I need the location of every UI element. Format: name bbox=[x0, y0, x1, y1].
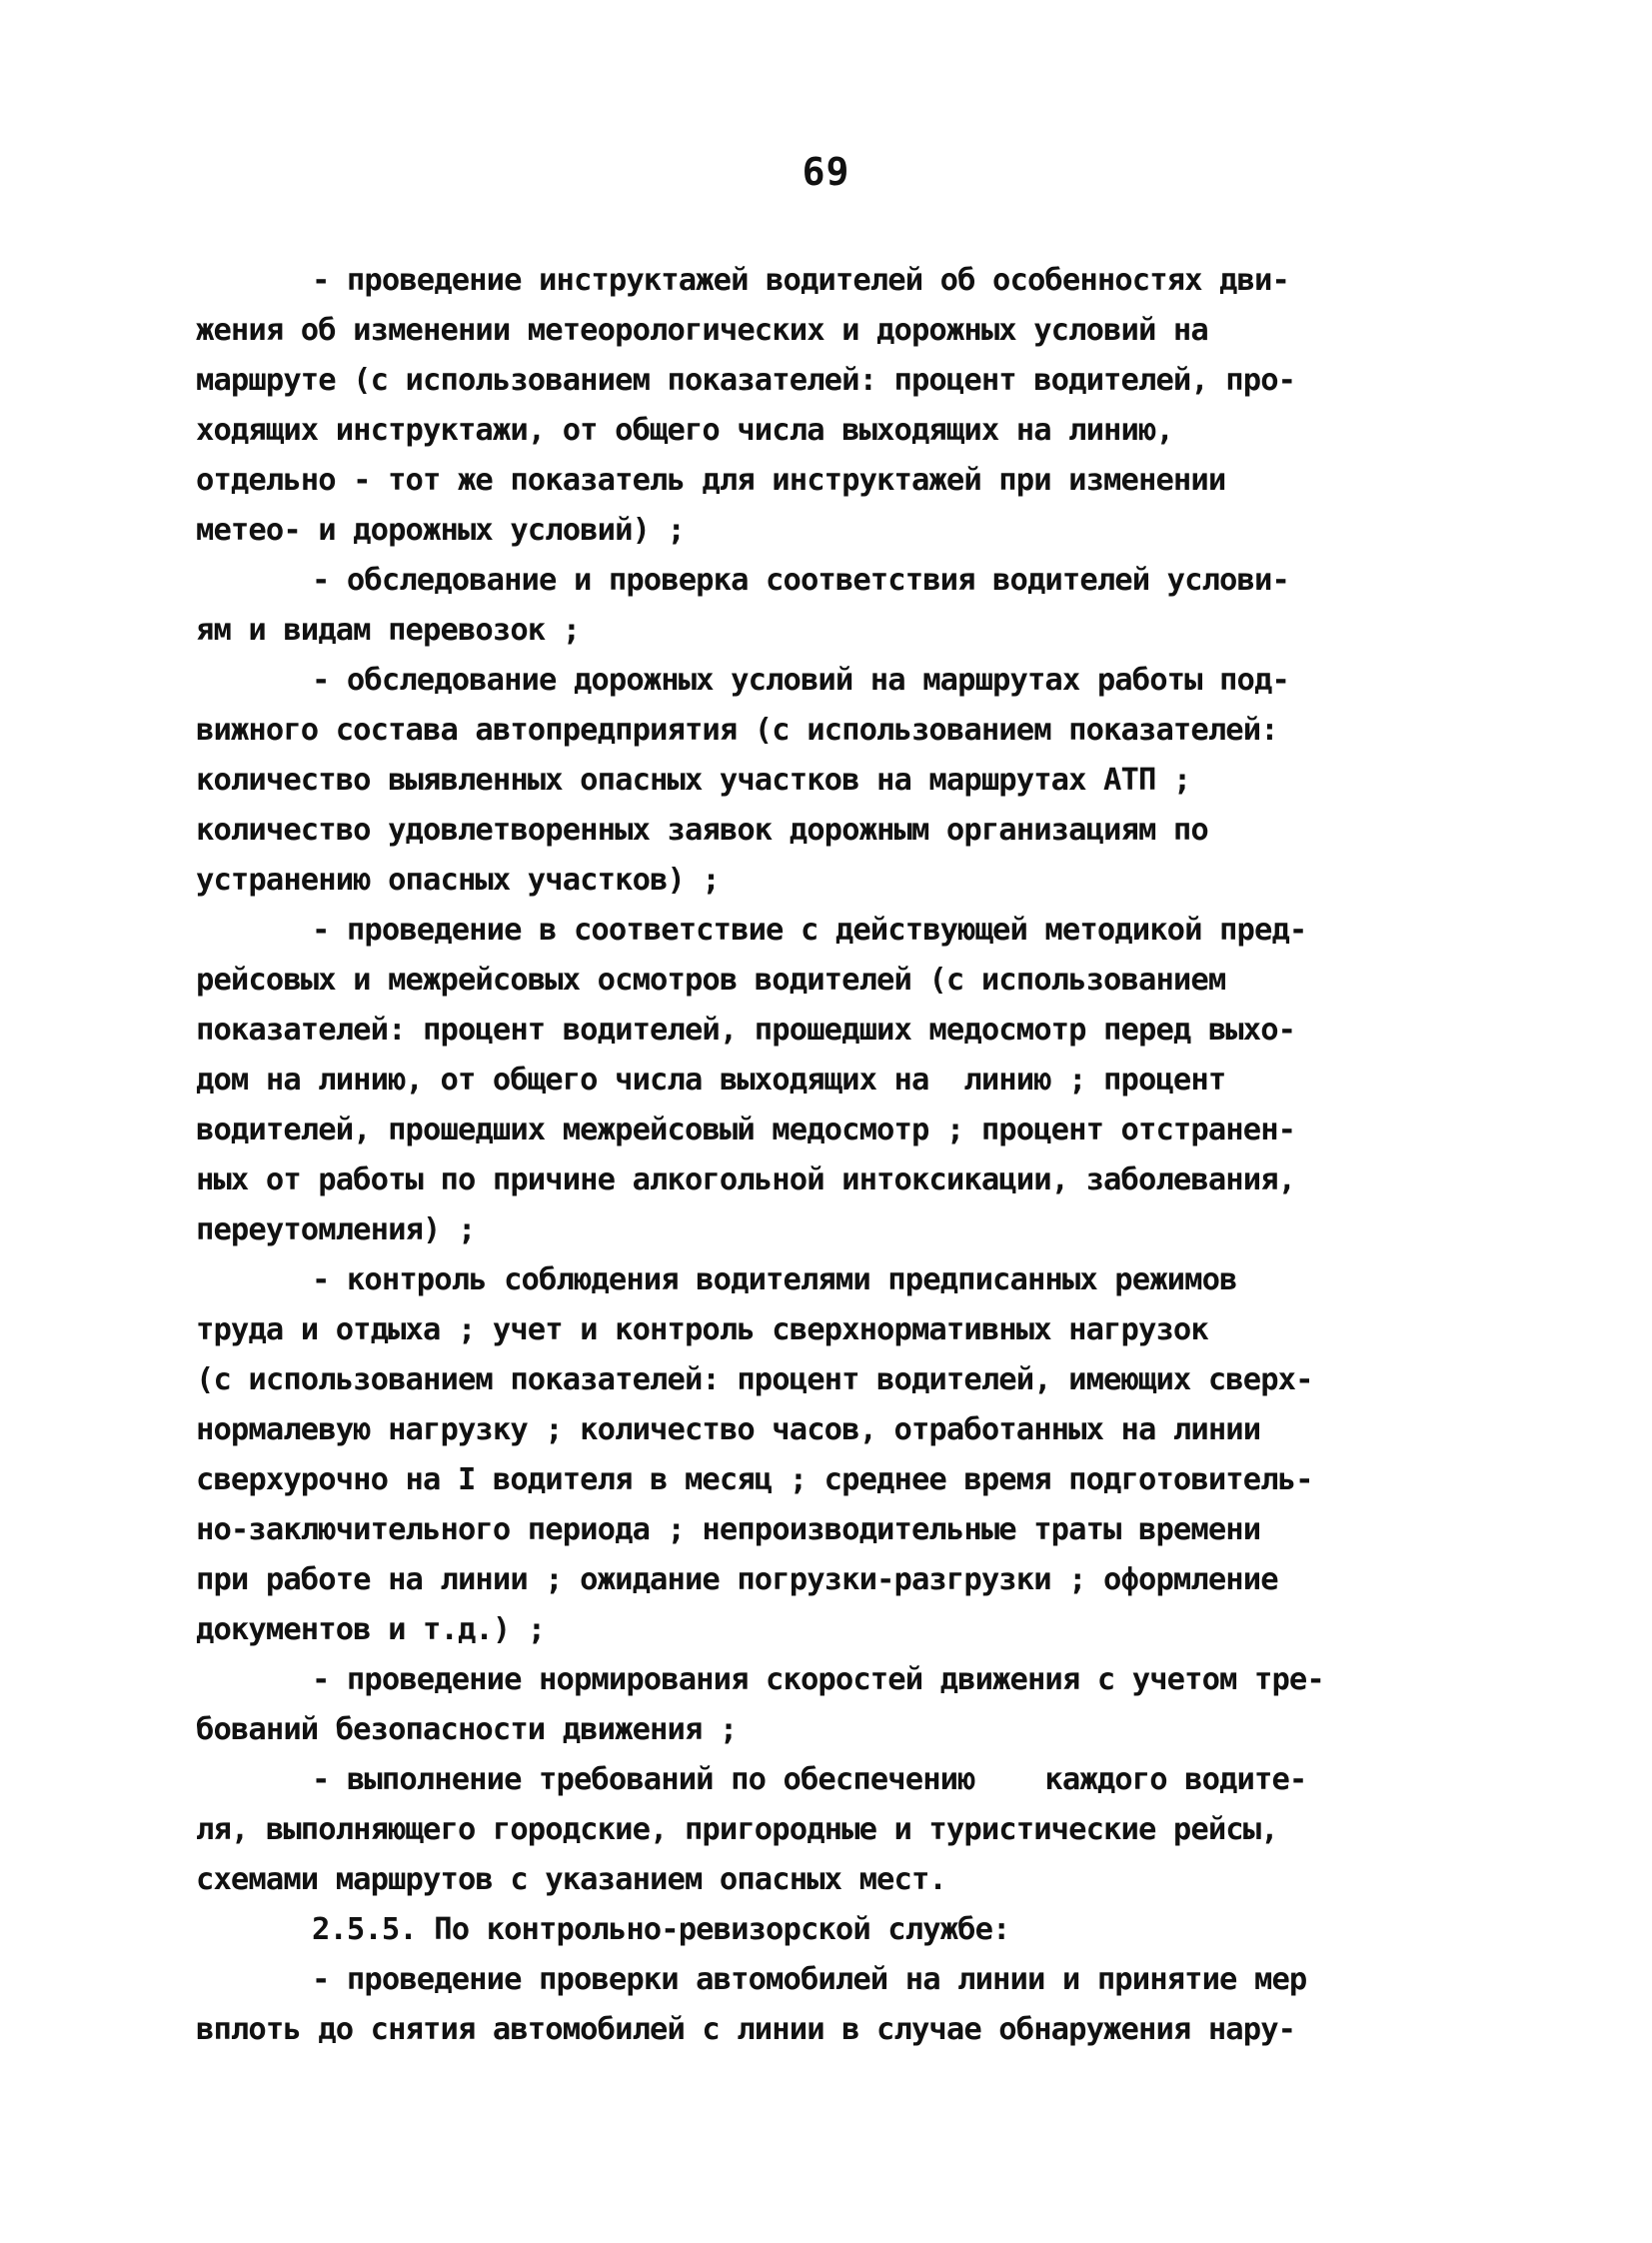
text-line: - выполнение требований по обеспечению каждого водите- bbox=[312, 1762, 1307, 1797]
text-line: ям и видам перевозок ; bbox=[196, 613, 581, 648]
text-line: маршруте (с использованием показателей: процент водителей, про- bbox=[196, 363, 1296, 398]
text-line: вижного состава автопредприятия (с использованием показателей: bbox=[196, 713, 1278, 748]
text-line: переутомления) ; bbox=[196, 1212, 476, 1247]
text-line: - контроль соблюдения водителями предписанных режимов bbox=[312, 1262, 1237, 1297]
text-line: дом на линию, от общего числа выходящих на линию ; процент bbox=[196, 1063, 1226, 1098]
text-line: нормалевую нагрузку ; количество часов, отработанных на линии bbox=[196, 1412, 1261, 1447]
text-line: документов и т.д.) ; bbox=[196, 1612, 546, 1647]
text-line: - проведение инструктажей водителей об особенностях дви- bbox=[312, 263, 1289, 298]
text-line: рейсовых и межрейсовых осмотров водителей (с использованием bbox=[196, 963, 1226, 998]
text-line: количество выявленных опасных участков на маршрутах АТП ; bbox=[196, 763, 1191, 798]
text-line: ных от работы по причине алкогольной интоксикации, заболевания, bbox=[196, 1162, 1296, 1197]
text-line: схемами маршрутов с указанием опасных мест. bbox=[196, 1862, 946, 1897]
text-line: - проведение проверки автомобилей на линии и принятие мер bbox=[312, 1962, 1307, 1997]
text-line: вплоть до снятия автомобилей с линии в случае обнаружения нару- bbox=[196, 2012, 1296, 2047]
text-line: - обследование дорожных условий на маршрутах работы под- bbox=[312, 663, 1289, 698]
text-line: труда и отдыха ; учет и контроль сверхнормативных нагрузок bbox=[196, 1312, 1208, 1347]
text-line: 2.5.5. По контрольно-ревизорской службе: bbox=[312, 1912, 1010, 1947]
text-line: жения об изменении метеорологических и дорожных условий на bbox=[196, 313, 1208, 348]
text-line: но-заключительного периода ; непроизводительные траты времени bbox=[196, 1512, 1261, 1547]
text-line: ходящих инструктажи, от общего числа выходящих на линию, bbox=[196, 413, 1173, 448]
text-line: устранению опасных участков) ; bbox=[196, 863, 720, 898]
text-line: количество удовлетворенных заявок дорожным организациям по bbox=[196, 813, 1208, 848]
text-line: - проведение в соответствие с действующей методикой пред- bbox=[312, 913, 1307, 948]
text-line: - обследование и проверка соответствия водителей услови- bbox=[312, 563, 1289, 598]
text-line: показателей: процент водителей, прошедших медосмотр перед выхо- bbox=[196, 1013, 1296, 1048]
text-line: при работе на линии ; ожидание погрузки-разгрузки ; оформление bbox=[196, 1562, 1278, 1597]
text-line: (с использованием показателей: процент водителей, имеющих сверх- bbox=[196, 1362, 1313, 1397]
page-number: 69 bbox=[802, 150, 850, 194]
text-line: водителей, прошедших межрейсовый медосмотр ; процент отстранен- bbox=[196, 1113, 1296, 1147]
text-line: ля, выполняющего городские, пригородные и туристические рейсы, bbox=[196, 1812, 1278, 1847]
text-line: сверхурочно на I водителя в месяц ; среднее время подготовитель- bbox=[196, 1462, 1313, 1497]
text-line: отдельно - тот же показатель для инструктажей при изменении bbox=[196, 463, 1226, 498]
text-line: метео- и дорожных условий) ; bbox=[196, 513, 685, 548]
body-text bbox=[196, 256, 1495, 2055]
text-line: - проведение нормирования скоростей движения с учетом тре- bbox=[312, 1662, 1324, 1697]
text-line: бований безопасности движения ; bbox=[196, 1712, 738, 1747]
